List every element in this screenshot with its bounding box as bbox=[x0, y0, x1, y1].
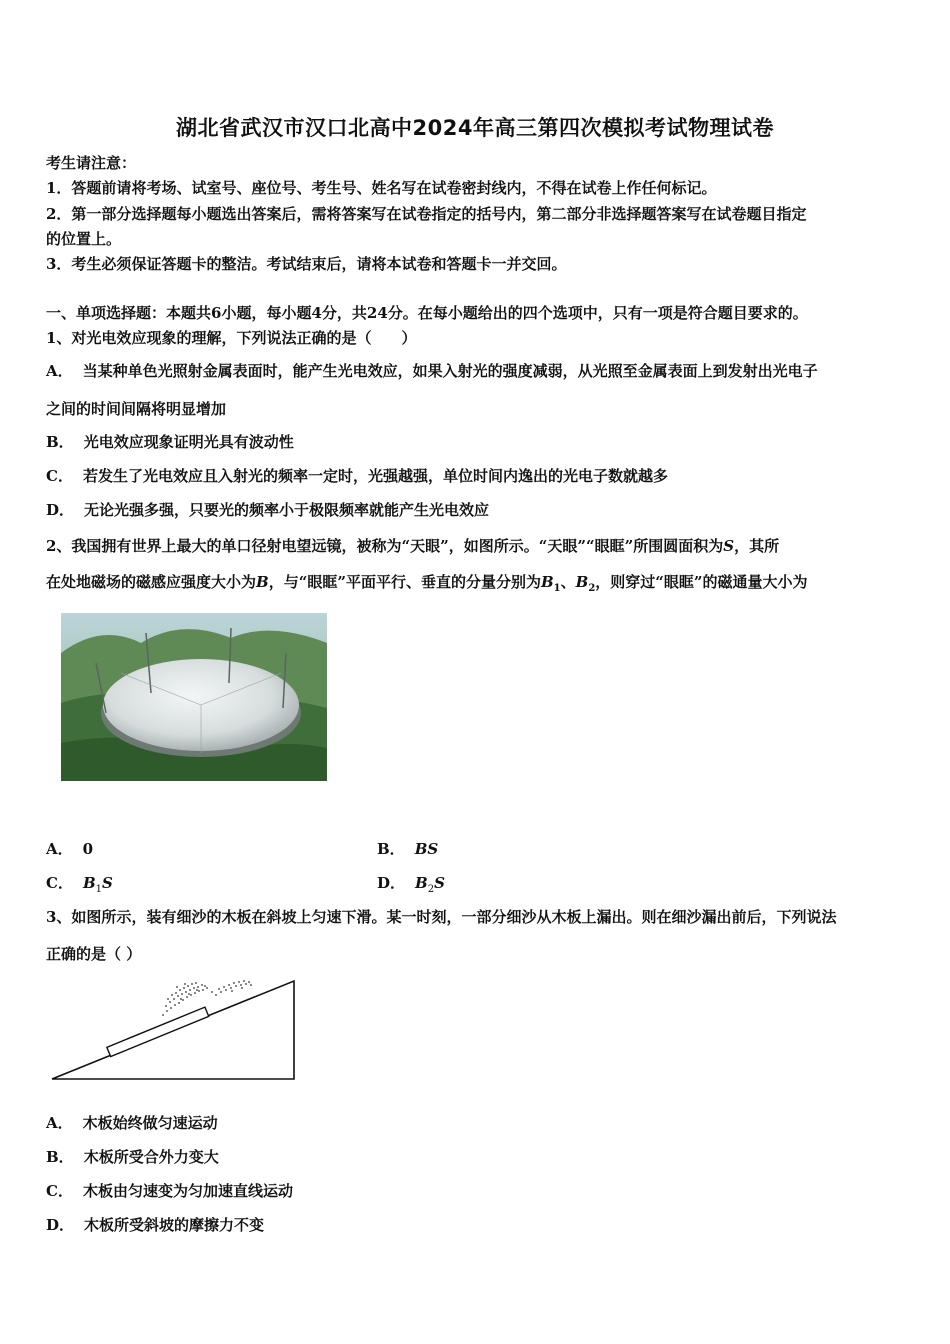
option-letter: B． bbox=[46, 1148, 74, 1166]
q1-stem: 1、对光电效应现象的理解，下列说法正确的是（ ） bbox=[46, 329, 417, 347]
q3-stem-line1: 3、如图所示，装有细沙的木板在斜坡上匀速下滑。某一时刻，一部分细沙从木板上漏出。则在细沙漏出前后，下列说法 bbox=[46, 908, 837, 926]
option-letter: D． bbox=[46, 1216, 75, 1234]
q2-option-b bbox=[377, 838, 438, 859]
q3-option-d bbox=[46, 1214, 264, 1235]
option-letter: C． bbox=[46, 1182, 73, 1200]
option-text: 木板所受斜坡的摩擦力不变 bbox=[84, 1216, 265, 1234]
notice-item-2-cont: 的位置上。 bbox=[46, 230, 122, 248]
option-letter: B． bbox=[377, 840, 405, 858]
option-text: 当某种单色光照射金属表面时，能产生光电效应，如果入射光的强度减弱，从光照至金属表面上到发射出光电子 bbox=[82, 362, 818, 380]
notice-item-2: 2．第一部分选择题每小题选出答案后，需将答案写在试卷指定的括号内，第二部分非选择题答案写在试卷题目指定 bbox=[46, 205, 807, 223]
q3-option-c bbox=[46, 1180, 293, 1201]
option-text: 木板始终做匀速运动 bbox=[82, 1114, 218, 1132]
notice-heading: 考生请注意： bbox=[46, 154, 137, 172]
option-text: 若发生了光电效应且入射光的频率一定时，光强越强，单位时间内逸出的光电子数就越多 bbox=[82, 467, 668, 485]
q2-stem-line1: 2、我国拥有世界上最大的单口径射电望远镜，被称为“天眼”，如图所示。“天眼”“眼眶”所围圆面积为S，其所 bbox=[46, 537, 780, 555]
q2-option-d: D． $B_2S$ bbox=[377, 874, 445, 895]
notice-item-1: 1．答题前请将考场、试室号、座位号、考生号、姓名写在试卷密封线内，不得在试卷上作任何标记。 bbox=[46, 179, 717, 197]
q1-option-d bbox=[46, 499, 489, 520]
telescope-photo bbox=[61, 613, 327, 781]
option-letter: B． bbox=[46, 433, 74, 451]
q3-option-b bbox=[46, 1146, 219, 1167]
q2-option-c: C． $B_1S$ bbox=[46, 874, 113, 895]
option-letter: C． bbox=[46, 874, 73, 892]
option-text: 光电效应现象证明光具有波动性 bbox=[83, 433, 294, 451]
option-letter: D． bbox=[46, 501, 75, 519]
page-title: 湖北省武汉市汉口北高中2024年高三第四次模拟考试物理试卷 bbox=[176, 116, 774, 140]
option-text: 木板所受合外力变大 bbox=[83, 1148, 219, 1166]
wooden-board bbox=[107, 1007, 209, 1056]
q1-option-a bbox=[46, 360, 818, 381]
incline-diagram bbox=[46, 975, 301, 1085]
section-heading: 一、单项选择题：本题共6小题，每小题4分，共24分。在每小题给出的四个选项中，只有一项是符合题目要求的。 bbox=[46, 304, 808, 322]
option-letter: C． bbox=[46, 467, 73, 485]
option-text: 0 bbox=[82, 840, 94, 858]
notice-item-3: 3．考生必须保证答题卡的整洁。考试结束后，请将本试卷和答题卡一并交回。 bbox=[46, 255, 567, 273]
q2-option-a bbox=[46, 838, 93, 859]
q3-stem-line2: 正确的是（ ） bbox=[46, 945, 142, 963]
option-text: 无论光强多强，只要光的频率小于极限频率就能产生光电效应 bbox=[84, 501, 490, 519]
q1-option-a-cont: 之间的时间间隔将明显增加 bbox=[46, 400, 227, 418]
q1-option-c bbox=[46, 465, 668, 486]
option-letter: D． bbox=[377, 874, 406, 892]
q3-option-a bbox=[46, 1112, 218, 1133]
option-letter: A． bbox=[46, 362, 73, 380]
option-text: BS bbox=[414, 840, 439, 858]
option-text: 木板由匀速变为匀加速直线运动 bbox=[82, 1182, 293, 1200]
q1-option-b bbox=[46, 431, 294, 452]
option-letter: A． bbox=[46, 1114, 73, 1132]
q2-stem-line2: 在处地磁场的磁感应强度大小为B，与“眼眶”平面平行、垂直的分量分别为$B_1$、$B_2$，则穿过“眼眶”的磁通量大小为 bbox=[46, 573, 808, 594]
option-letter: A． bbox=[46, 840, 73, 858]
